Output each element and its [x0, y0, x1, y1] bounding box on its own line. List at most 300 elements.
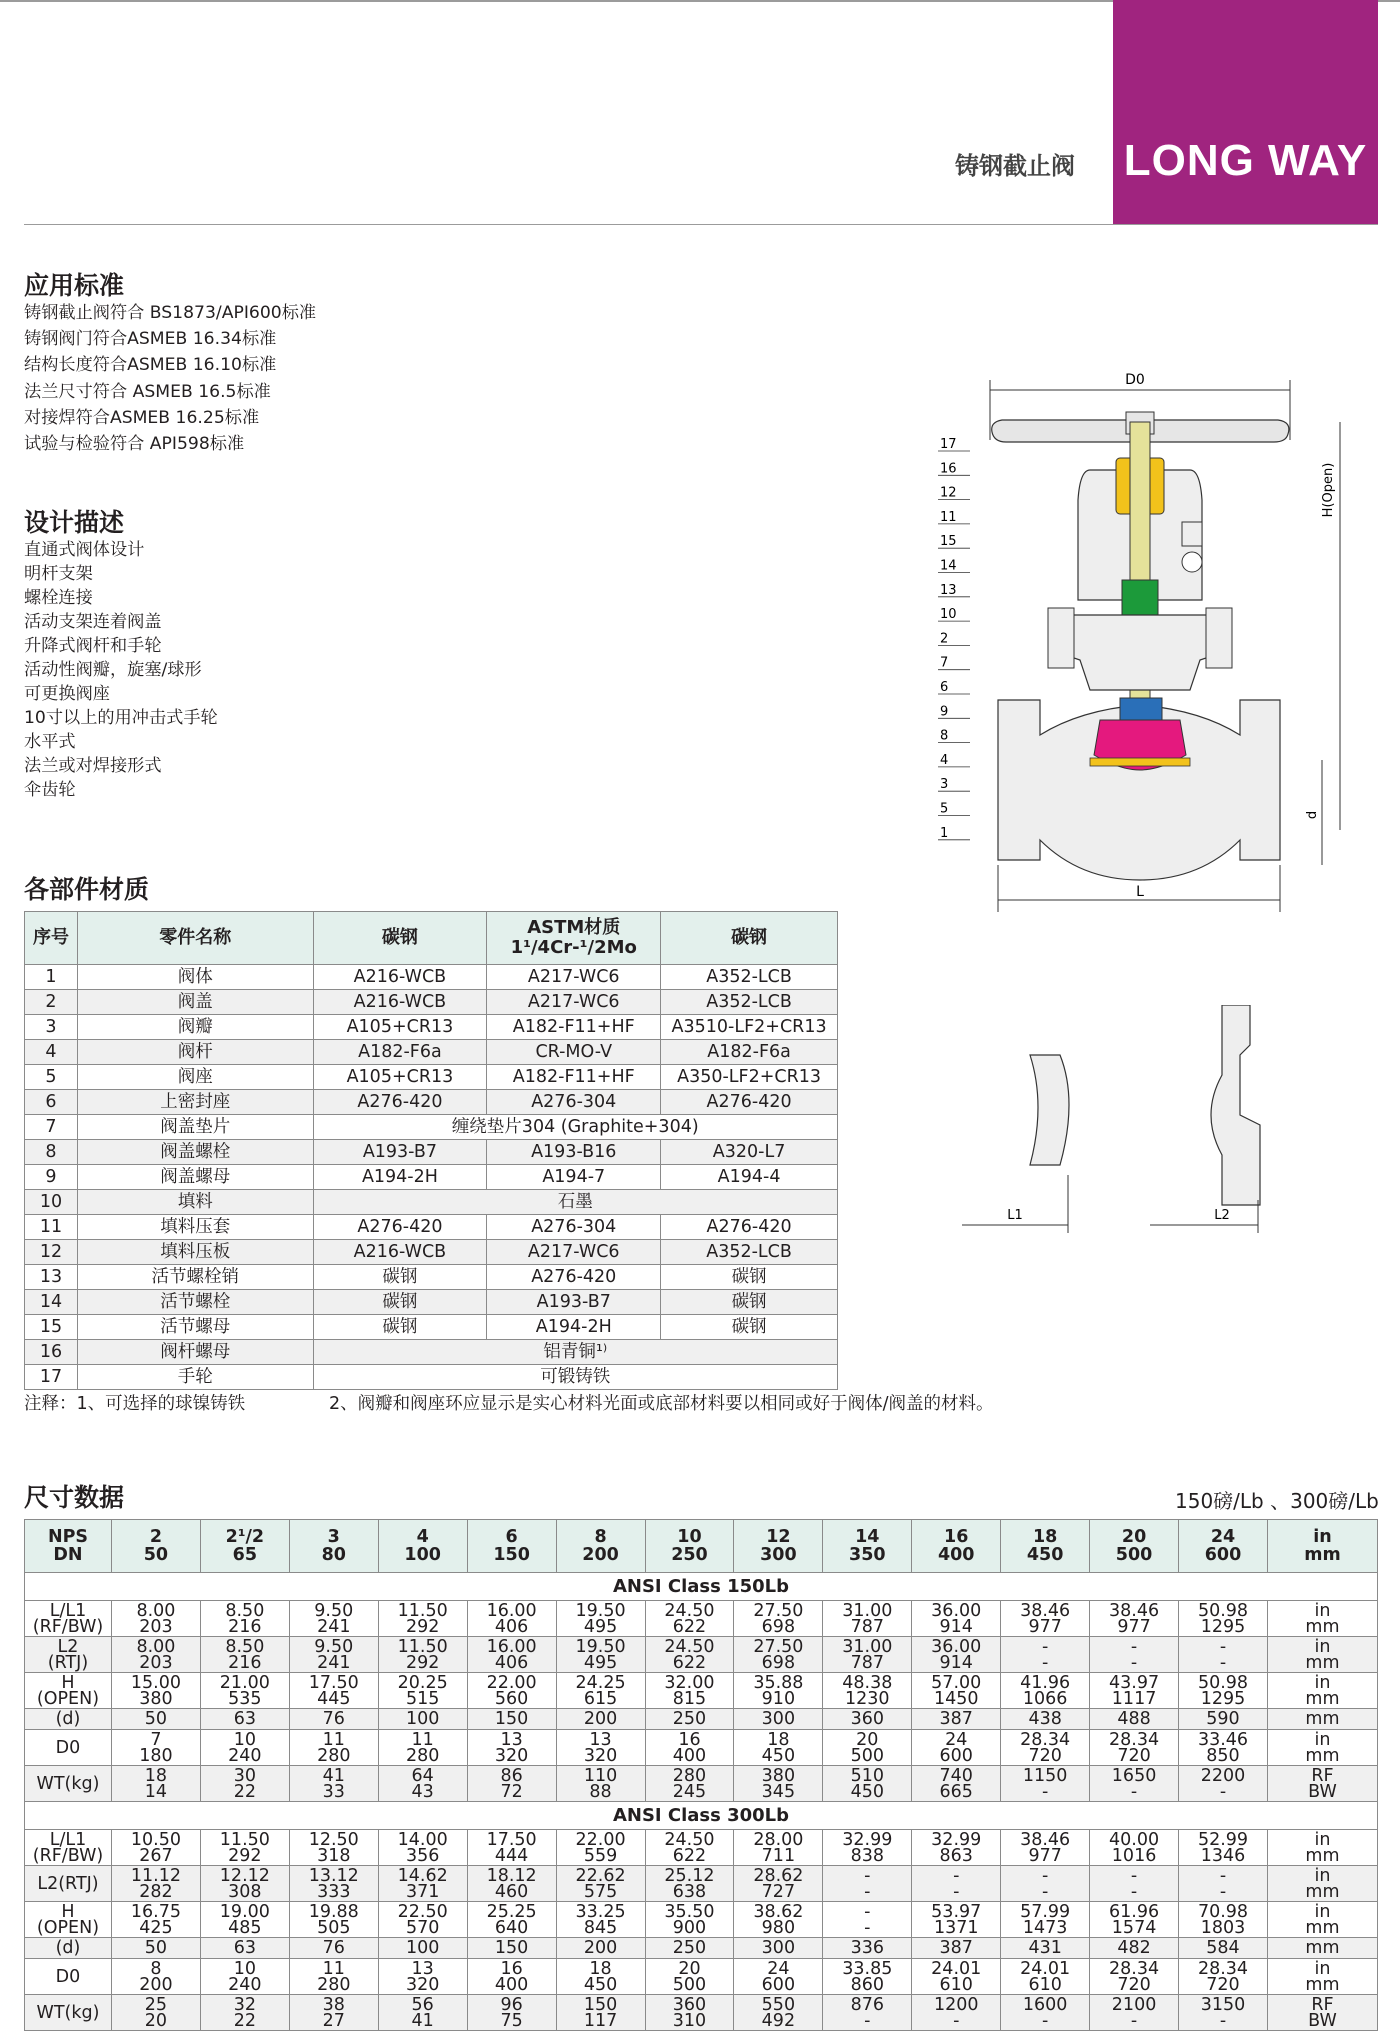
value-line: 560	[494, 1688, 529, 1709]
unit-line: mm	[1305, 1745, 1340, 1766]
material-carbon-steel: A216-WCB	[313, 965, 487, 990]
header-size-line: 65	[232, 1545, 258, 1565]
callout-13: 13	[940, 582, 957, 598]
dimension-value	[378, 1938, 467, 1959]
dimension-value	[823, 1866, 912, 1902]
standards-line: 试验与检验符合 API598标准	[24, 434, 245, 455]
header-size	[467, 1520, 556, 1573]
value-line: -	[1219, 1652, 1227, 1673]
value-line: 318	[317, 1845, 351, 1866]
dimension-value	[289, 1766, 378, 1802]
rtj-flange-end	[1211, 1005, 1260, 1205]
dimension-value	[1090, 1866, 1179, 1902]
value-line: 280	[672, 1765, 707, 1786]
value-line: 400	[494, 1974, 529, 1995]
value-line: 8	[150, 1958, 162, 1979]
part-name: 活节螺母	[77, 1315, 313, 1340]
value-line: 150	[494, 1709, 529, 1729]
header-size-line: 600	[1204, 1545, 1242, 1565]
value-line: 600	[761, 1974, 796, 1995]
dimension-row	[25, 1830, 1378, 1866]
dimension-value	[1090, 1995, 1179, 2031]
design-line: 伞齿轮	[24, 780, 76, 800]
dimension-value	[1001, 1673, 1090, 1709]
design-line: 升降式阀杆和手轮	[24, 636, 162, 656]
callout-3: 3	[940, 777, 949, 793]
part-name: 活节螺栓	[77, 1290, 313, 1315]
unit-line: RF	[1311, 1994, 1334, 2015]
dimension-value	[289, 1673, 378, 1709]
header-size-line: 20	[1121, 1527, 1147, 1547]
value-line: 2100	[1111, 1994, 1157, 2015]
callout-12: 12	[940, 485, 957, 501]
part-name: 阀座	[77, 1065, 313, 1090]
header-size	[912, 1520, 1001, 1573]
materials-row	[25, 1140, 838, 1165]
value-line: 550	[761, 1994, 796, 2015]
value-line: 400	[672, 1745, 707, 1766]
value-line: 9.50	[314, 1600, 354, 1621]
dimension-value	[378, 1959, 467, 1995]
value-line: 53.97	[931, 1901, 982, 1922]
value-line: 22.00	[486, 1672, 537, 1693]
material-carbon-steel: 碳钢	[313, 1290, 487, 1315]
value-line: 96	[500, 1994, 523, 2015]
dimension-value	[1090, 1938, 1179, 1959]
material-astm: A194-7	[487, 1165, 661, 1190]
value-line: 12.50	[308, 1829, 359, 1850]
value-line: 16	[500, 1958, 523, 1979]
row-label-line: D0	[55, 1966, 81, 1987]
dimensions-header-row	[25, 1520, 1378, 1573]
value-line: 64	[411, 1765, 434, 1786]
note-1: 注释：1、可选择的球镍铸铁	[24, 1394, 246, 1414]
materials-row	[25, 1340, 838, 1365]
header-size	[645, 1520, 734, 1573]
unit-line: mm	[1305, 1917, 1340, 1938]
dimension-value	[823, 1830, 912, 1866]
header-size-line: 10	[677, 1527, 702, 1547]
dimension-value	[1001, 1866, 1090, 1902]
dimension-value	[912, 1995, 1001, 2031]
dimension-value	[200, 1601, 289, 1637]
dimension-row	[25, 1866, 1378, 1902]
dimension-value	[378, 1830, 467, 1866]
dimension-value	[734, 1673, 823, 1709]
row-label	[25, 1637, 112, 1673]
header-size-line: 6	[505, 1527, 518, 1547]
header-size	[1001, 1520, 1090, 1573]
dimension-value	[289, 1637, 378, 1673]
dimension-value	[645, 1766, 734, 1802]
dimension-value	[1090, 1730, 1179, 1766]
value-line: 25.25	[486, 1901, 537, 1922]
row-unit	[1267, 1766, 1377, 1802]
value-line: 900	[672, 1917, 707, 1938]
value-line: -	[953, 1865, 960, 1886]
dimension-value	[289, 1730, 378, 1766]
part-name: 上密封座	[77, 1090, 313, 1115]
dimension-value	[556, 1637, 645, 1673]
value-line: 1200	[933, 1994, 979, 2015]
value-line: 57.99	[1020, 1901, 1071, 1922]
note-2: 2、阀瓣和阀座环应显示是实心材料光面或底部材料要以相同或好于阀体/阀盖的材料。	[329, 1394, 994, 1414]
bonnet	[1050, 615, 1230, 690]
d-label: d	[1305, 810, 1320, 820]
value-line: 570	[405, 1917, 440, 1938]
value-line: 52.99	[1197, 1829, 1249, 1850]
value-line: 445	[317, 1688, 351, 1709]
dimension-value	[556, 1995, 645, 2031]
value-line: 740	[939, 1765, 973, 1786]
dimension-value	[734, 1902, 823, 1938]
row-label-line: H	[61, 1672, 75, 1693]
part-name: 阀盖	[77, 990, 313, 1015]
value-line: 910	[761, 1688, 796, 1709]
value-line: 24.25	[575, 1672, 626, 1693]
dimension-row	[25, 1673, 1378, 1709]
value-line: 380	[761, 1765, 796, 1786]
value-line: 535	[228, 1688, 262, 1709]
value-line: 300	[761, 1938, 796, 1958]
value-line: 41	[411, 2010, 434, 2031]
valve-cross-section-drawing	[930, 360, 1370, 920]
value-line: 50.98	[1197, 1600, 1249, 1621]
value-line: 16.75	[130, 1901, 181, 1922]
material-astm: A217-WC6	[487, 1240, 661, 1265]
unit-line: mm	[1305, 1938, 1340, 1958]
value-line: 31.00	[842, 1600, 893, 1621]
dimension-value	[645, 1866, 734, 1902]
unit-line: in	[1314, 1829, 1331, 1850]
dimension-value	[556, 1766, 645, 1802]
part-no: 15	[25, 1315, 78, 1340]
dimension-value	[912, 1959, 1001, 1995]
dimension-value	[467, 1866, 556, 1902]
part-no: 16	[25, 1340, 78, 1365]
row-label-line: (OPEN)	[36, 1917, 100, 1938]
value-line: 28.62	[753, 1865, 804, 1886]
value-line: -	[1219, 2010, 1227, 2031]
value-line: 698	[761, 1652, 796, 1673]
value-line: -	[1130, 1781, 1138, 1802]
dimension-value	[378, 1866, 467, 1902]
design-list	[24, 538, 218, 802]
value-line: -	[953, 2010, 960, 2031]
header-size	[1090, 1520, 1179, 1573]
standards-line: 结构长度符合ASMEB 16.10标准	[24, 355, 277, 376]
dimension-value	[111, 1995, 200, 2031]
row-label-line: WT(kg)	[36, 1773, 100, 1794]
value-line: 500	[850, 1745, 884, 1766]
value-line: 13	[411, 1958, 434, 1979]
value-line: 850	[1206, 1745, 1240, 1766]
value-line: 1803	[1200, 1917, 1246, 1938]
value-line: 13	[589, 1729, 612, 1750]
header-unit	[1267, 1520, 1377, 1573]
material-carbon-steel-2: A276-420	[661, 1090, 838, 1115]
value-line: 38.62	[753, 1901, 804, 1922]
dimension-value	[645, 1938, 734, 1959]
seat	[1120, 698, 1162, 720]
row-unit	[1267, 1830, 1377, 1866]
value-line: 22	[233, 1781, 256, 1802]
materials-row	[25, 1090, 838, 1115]
design-line: 明杆支架	[24, 564, 93, 584]
dimension-value	[645, 1959, 734, 1995]
design-line: 10寸以上的用冲击式手轮	[24, 708, 218, 728]
value-line: 16.00	[486, 1636, 537, 1657]
value-line: 1066	[1022, 1688, 1068, 1709]
value-line: -	[1219, 1881, 1227, 1902]
part-material: 缠绕垫片304 (Graphite+304)	[313, 1115, 838, 1140]
part-material: 铝青铜¹⁾	[313, 1340, 838, 1365]
row-label-line: L/L1	[49, 1829, 87, 1850]
value-line: 387	[939, 1938, 973, 1958]
value-line: 345	[761, 1781, 796, 1802]
value-line: 559	[583, 1845, 618, 1866]
value-line: 280	[405, 1745, 440, 1766]
value-line: 117	[583, 2010, 618, 2031]
material-astm: A276-304	[487, 1090, 661, 1115]
material-carbon-steel-2: A352-LCB	[661, 990, 838, 1015]
dimension-value	[111, 1766, 200, 1802]
part-name: 阀盖垫片	[77, 1115, 313, 1140]
header-size	[200, 1520, 289, 1573]
value-line: 14.62	[397, 1865, 448, 1886]
value-line: 57.00	[931, 1672, 982, 1693]
dimension-value	[823, 1902, 912, 1938]
value-line: 425	[139, 1917, 173, 1938]
value-line: 28.00	[753, 1829, 804, 1850]
row-label	[25, 1830, 112, 1866]
dimension-row	[25, 1959, 1378, 1995]
callout-1: 1	[940, 825, 949, 841]
part-no: 4	[25, 1040, 78, 1065]
value-line: 50	[144, 1709, 168, 1729]
value-line: 14.00	[397, 1829, 448, 1850]
value-line: -	[1041, 1881, 1049, 1902]
header-size	[556, 1520, 645, 1573]
value-line: 35.50	[664, 1901, 715, 1922]
dimension-value	[912, 1673, 1001, 1709]
dimension-value	[1090, 1830, 1179, 1866]
header-unit-line: mm	[1304, 1545, 1341, 1565]
dimension-value	[200, 1766, 289, 1802]
value-line: 2200	[1200, 1765, 1246, 1786]
value-line: 50	[144, 1938, 168, 1958]
header-size	[734, 1520, 823, 1573]
dimension-value	[378, 1902, 467, 1938]
dimension-value	[556, 1866, 645, 1902]
row-label	[25, 1601, 112, 1637]
dimension-value	[912, 1766, 1001, 1802]
value-line: 19.50	[575, 1636, 626, 1657]
value-line: -	[1130, 2010, 1138, 2031]
header-size-line: 50	[143, 1545, 169, 1565]
callout-16: 16	[940, 461, 957, 477]
part-no: 9	[25, 1165, 78, 1190]
part-name: 填料压板	[77, 1240, 313, 1265]
row-label-line: (OPEN)	[36, 1688, 100, 1709]
value-line: 320	[494, 1745, 529, 1766]
material-carbon-steel-2: 碳钢	[661, 1315, 838, 1340]
value-line: 333	[317, 1881, 351, 1902]
header-size	[1179, 1520, 1268, 1573]
dimension-value	[378, 1730, 467, 1766]
value-line: 25	[144, 1994, 168, 2015]
design-line: 水平式	[24, 732, 76, 752]
value-line: 292	[405, 1652, 440, 1673]
value-line: 720	[1117, 1974, 1151, 1995]
dimension-value	[111, 1830, 200, 1866]
value-line: 20	[144, 2010, 168, 2031]
dimension-value	[111, 1902, 200, 1938]
dimension-value	[1090, 1902, 1179, 1938]
value-line: 33	[322, 1781, 345, 1802]
part-name: 阀盖螺母	[77, 1165, 313, 1190]
value-line: 622	[672, 1616, 707, 1637]
dimension-value	[823, 1709, 912, 1730]
dimension-value	[200, 1938, 289, 1959]
value-line: 787	[850, 1616, 884, 1637]
dimension-value	[1090, 1637, 1179, 1673]
dimensions-table	[24, 1519, 1378, 2031]
unit-line: mm	[1305, 1845, 1340, 1866]
value-line: 43	[411, 1781, 434, 1802]
dimension-value	[289, 1902, 378, 1938]
value-line: 711	[761, 1845, 796, 1866]
part-name: 阀瓣	[77, 1015, 313, 1040]
h-open-label: H(Open)	[1321, 462, 1336, 518]
material-carbon-steel-2: A194-4	[661, 1165, 838, 1190]
dimension-value	[1179, 1766, 1268, 1802]
value-line: 980	[761, 1917, 796, 1938]
value-line: 282	[139, 1881, 173, 1902]
materials-row	[25, 1115, 838, 1140]
value-line: 431	[1028, 1938, 1062, 1958]
dimension-value	[912, 1830, 1001, 1866]
header-no: 序号	[25, 912, 78, 965]
value-line: 510	[850, 1765, 884, 1786]
value-line: 18.12	[486, 1865, 537, 1886]
dimension-value	[289, 1866, 378, 1902]
value-line: -	[1219, 1781, 1227, 1802]
dimension-value	[289, 1938, 378, 1959]
dimension-value	[823, 1637, 912, 1673]
dimension-value	[467, 1902, 556, 1938]
dimension-value	[556, 1709, 645, 1730]
value-line: 876	[850, 1994, 884, 2015]
page-subtitle: 铸钢截止阀	[955, 152, 1075, 180]
dimension-value	[467, 1637, 556, 1673]
dimension-value	[1179, 1673, 1268, 1709]
header-size	[289, 1520, 378, 1573]
material-astm: CR-MO-V	[487, 1040, 661, 1065]
value-line: 505	[317, 1917, 351, 1938]
design-line: 可更换阀座	[24, 684, 110, 704]
value-line: 600	[939, 1745, 973, 1766]
callout-2: 2	[940, 631, 949, 647]
dimension-value	[1001, 1601, 1090, 1637]
value-line: 100	[405, 1709, 440, 1729]
dimensions-unit: 150磅/Lb 、300磅/Lb	[1175, 1489, 1379, 1513]
standards-line: 对接焊符合ASMEB 16.25标准	[24, 407, 260, 428]
value-line: 41.96	[1020, 1672, 1071, 1693]
value-line: 488	[1117, 1709, 1151, 1729]
value-line: 320	[405, 1974, 440, 1995]
callout-15: 15	[940, 534, 957, 550]
row-unit	[1267, 1709, 1377, 1730]
dimension-value	[912, 1866, 1001, 1902]
part-no: 11	[25, 1215, 78, 1240]
value-line: 18	[589, 1958, 612, 1979]
unit-line: mm	[1305, 1616, 1340, 1637]
material-carbon-steel: A216-WCB	[313, 990, 487, 1015]
dimension-value	[378, 1766, 467, 1802]
callout-9: 9	[940, 704, 949, 720]
dimension-value	[111, 1866, 200, 1902]
value-line: 8.50	[225, 1600, 265, 1621]
value-line: 450	[761, 1745, 796, 1766]
materials-row	[25, 1165, 838, 1190]
header-size-line: 80	[321, 1545, 346, 1565]
value-line: 27.50	[753, 1636, 804, 1657]
materials-row	[25, 1240, 838, 1265]
dimension-value	[1179, 1938, 1268, 1959]
row-unit	[1267, 1866, 1377, 1902]
material-carbon-steel: A105+CR13	[313, 1065, 487, 1090]
material-astm: A194-2H	[487, 1315, 661, 1340]
value-line: 450	[583, 1974, 618, 1995]
dimension-value	[1001, 1766, 1090, 1802]
dimension-value	[556, 1673, 645, 1709]
unit-line: BW	[1308, 1781, 1337, 1802]
value-line: 622	[672, 1652, 707, 1673]
callout-labels	[938, 437, 970, 841]
value-line: 584	[1206, 1938, 1240, 1958]
dimension-value	[556, 1938, 645, 1959]
dimension-value	[1179, 1995, 1268, 2031]
dimension-value	[378, 1673, 467, 1709]
dimension-value	[645, 1830, 734, 1866]
value-line: 38.46	[1020, 1829, 1071, 1850]
dimension-row	[25, 1709, 1378, 1730]
dimension-value	[467, 1995, 556, 2031]
dimension-value	[1090, 1601, 1179, 1637]
value-line: 11	[322, 1729, 345, 1750]
material-carbon-steel: A276-420	[313, 1090, 487, 1115]
dimension-value	[378, 1637, 467, 1673]
part-name: 手轮	[77, 1365, 313, 1390]
materials-row	[25, 1365, 838, 1390]
value-line: 622	[672, 1845, 707, 1866]
value-line: 63	[233, 1938, 256, 1958]
value-line: 12.12	[219, 1865, 270, 1886]
value-line: 24.01	[1020, 1958, 1071, 1979]
dimension-value	[378, 1709, 467, 1730]
materials-row	[25, 1065, 838, 1090]
value-line: 32.99	[842, 1829, 893, 1850]
part-no: 12	[25, 1240, 78, 1265]
value-line: 30	[233, 1765, 256, 1786]
value-line: 500	[672, 1974, 707, 1995]
value-line: 19.88	[308, 1901, 359, 1922]
value-line: 18	[144, 1765, 168, 1786]
materials-row	[25, 1040, 838, 1065]
material-carbon-steel-2: A182-F6a	[661, 1040, 838, 1065]
value-line: 387	[939, 1709, 973, 1729]
